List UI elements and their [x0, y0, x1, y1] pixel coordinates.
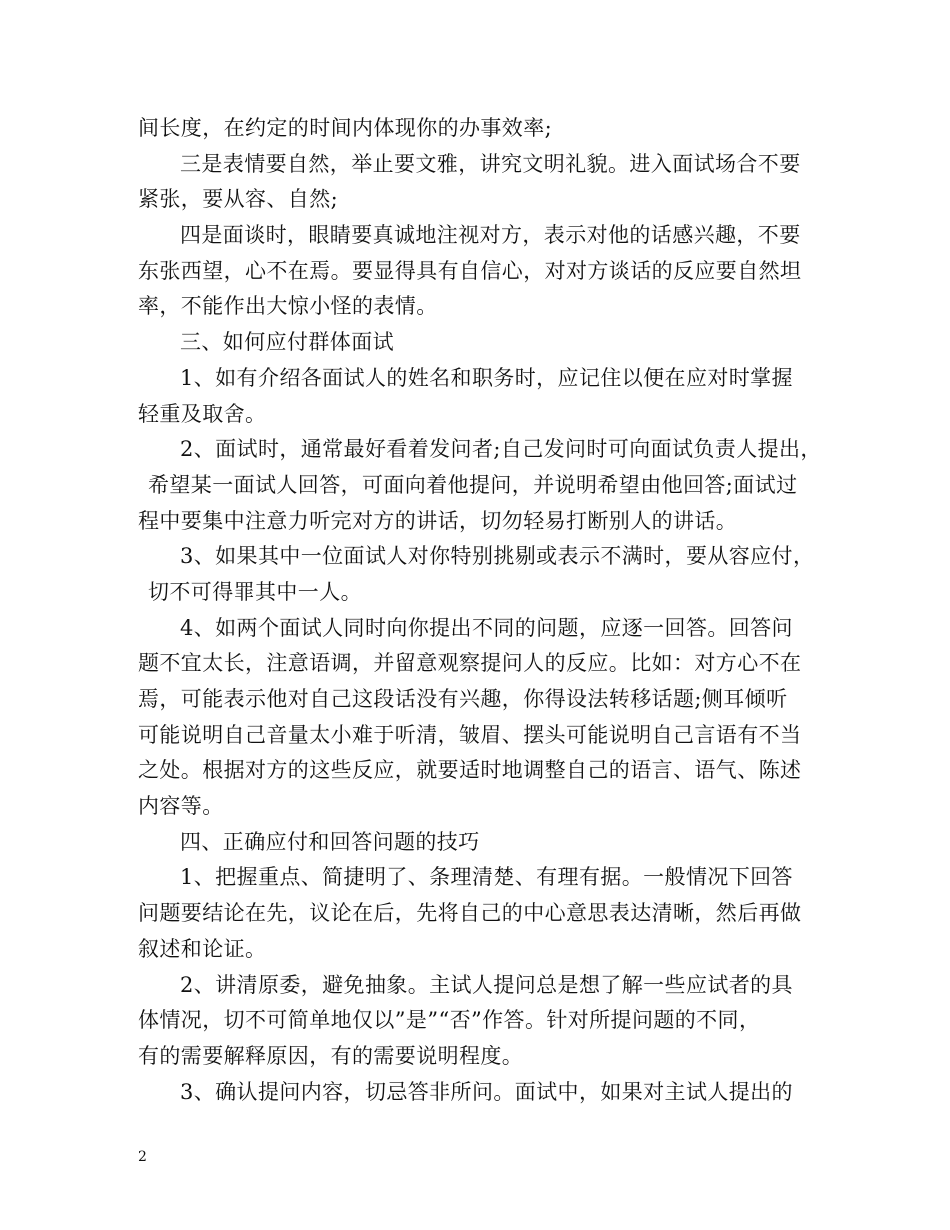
text-line: 4、如两个面试人同时向你提出不同的问题，应逐一回答。回答问 [180, 615, 793, 640]
section-heading: 三、如何应付群体面试 [180, 330, 394, 355]
text-line: 2、讲清原委，避免抽象。主试人提问总是想了解一些应试者的具 [180, 972, 793, 997]
text-line: 2、面试时，通常最好看着发问者;自己发问时可向面试负责人提出， [180, 437, 822, 462]
text-line: 切不可得罪其中一人。 [148, 579, 362, 604]
text-line: 问题要结论在先，议论在后，先将自己的中心意思表达清晰，然后再做 [138, 901, 802, 926]
text-line: 程中要集中注意力听完对方的讲话，切勿轻易打断别人的讲话。 [138, 508, 738, 533]
text-line: 1、把握重点、简捷明了、条理清楚、有理有据。一般情况下回答 [180, 865, 793, 890]
text-line: 东张西望，心不在焉。要显得具有自信心，对对方谈话的反应要自然坦 [138, 258, 802, 283]
text-line: 3、确认提问内容，切忌答非所问。面试中，如果对主试人提出的 [180, 1079, 793, 1104]
text-line: 之处。根据对方的这些反应，就要适时地调整自己的语言、语气、陈述 [138, 758, 802, 783]
text-line: 四是面谈时，眼睛要真诚地注视对方，表示对他的话感兴趣，不要 [180, 223, 801, 248]
text-line: 三是表情要自然，举止要文雅，讲究文明礼貌。进入面试场合不要 [180, 151, 801, 176]
text-line: 希望某一面试人回答，可面向着他提问，并说明希望由他回答;面试过 [148, 472, 798, 497]
text-line: 紧张，要从容、自然; [138, 187, 339, 212]
text-line: 轻重及取舍。 [138, 401, 267, 426]
text-line: 题不宜太长，注意语调，并留意观察提问人的反应。比如：对方心不在 [138, 651, 802, 676]
text-line: 率，不能作出大惊小怪的表情。 [138, 294, 438, 319]
body-text [138, 111, 828, 1110]
text-line: 内容等。 [138, 794, 224, 819]
text-line: 1、如有介绍各面试人的姓名和职务时，应记住以便在应对时掌握 [180, 365, 793, 390]
text-line: 叙述和论证。 [138, 936, 267, 961]
text-line: 间长度，在约定的时间内体现你的办事效率; [138, 116, 553, 140]
text-line: 3、如果其中一位面试人对你特别挑剔或表示不满时，要从容应付， [180, 544, 815, 569]
page-number: 2 [138, 1149, 147, 1165]
section-heading: 四、正确应付和回答问题的技巧 [180, 829, 480, 854]
text-line: 体情况，切不可简单地仅以”是”“否”作答。针对所提问题的不同， [138, 1008, 761, 1033]
text-line: 可能说明自己音量太小难于听清，皱眉、摆头可能说明自己言语有不当 [138, 722, 802, 747]
text-line: 焉，可能表示他对自己这段话没有兴趣，你得设法转移话题;侧耳倾听 [138, 687, 788, 711]
text-line: 有的需要解释原因，有的需要说明程度。 [138, 1043, 524, 1068]
